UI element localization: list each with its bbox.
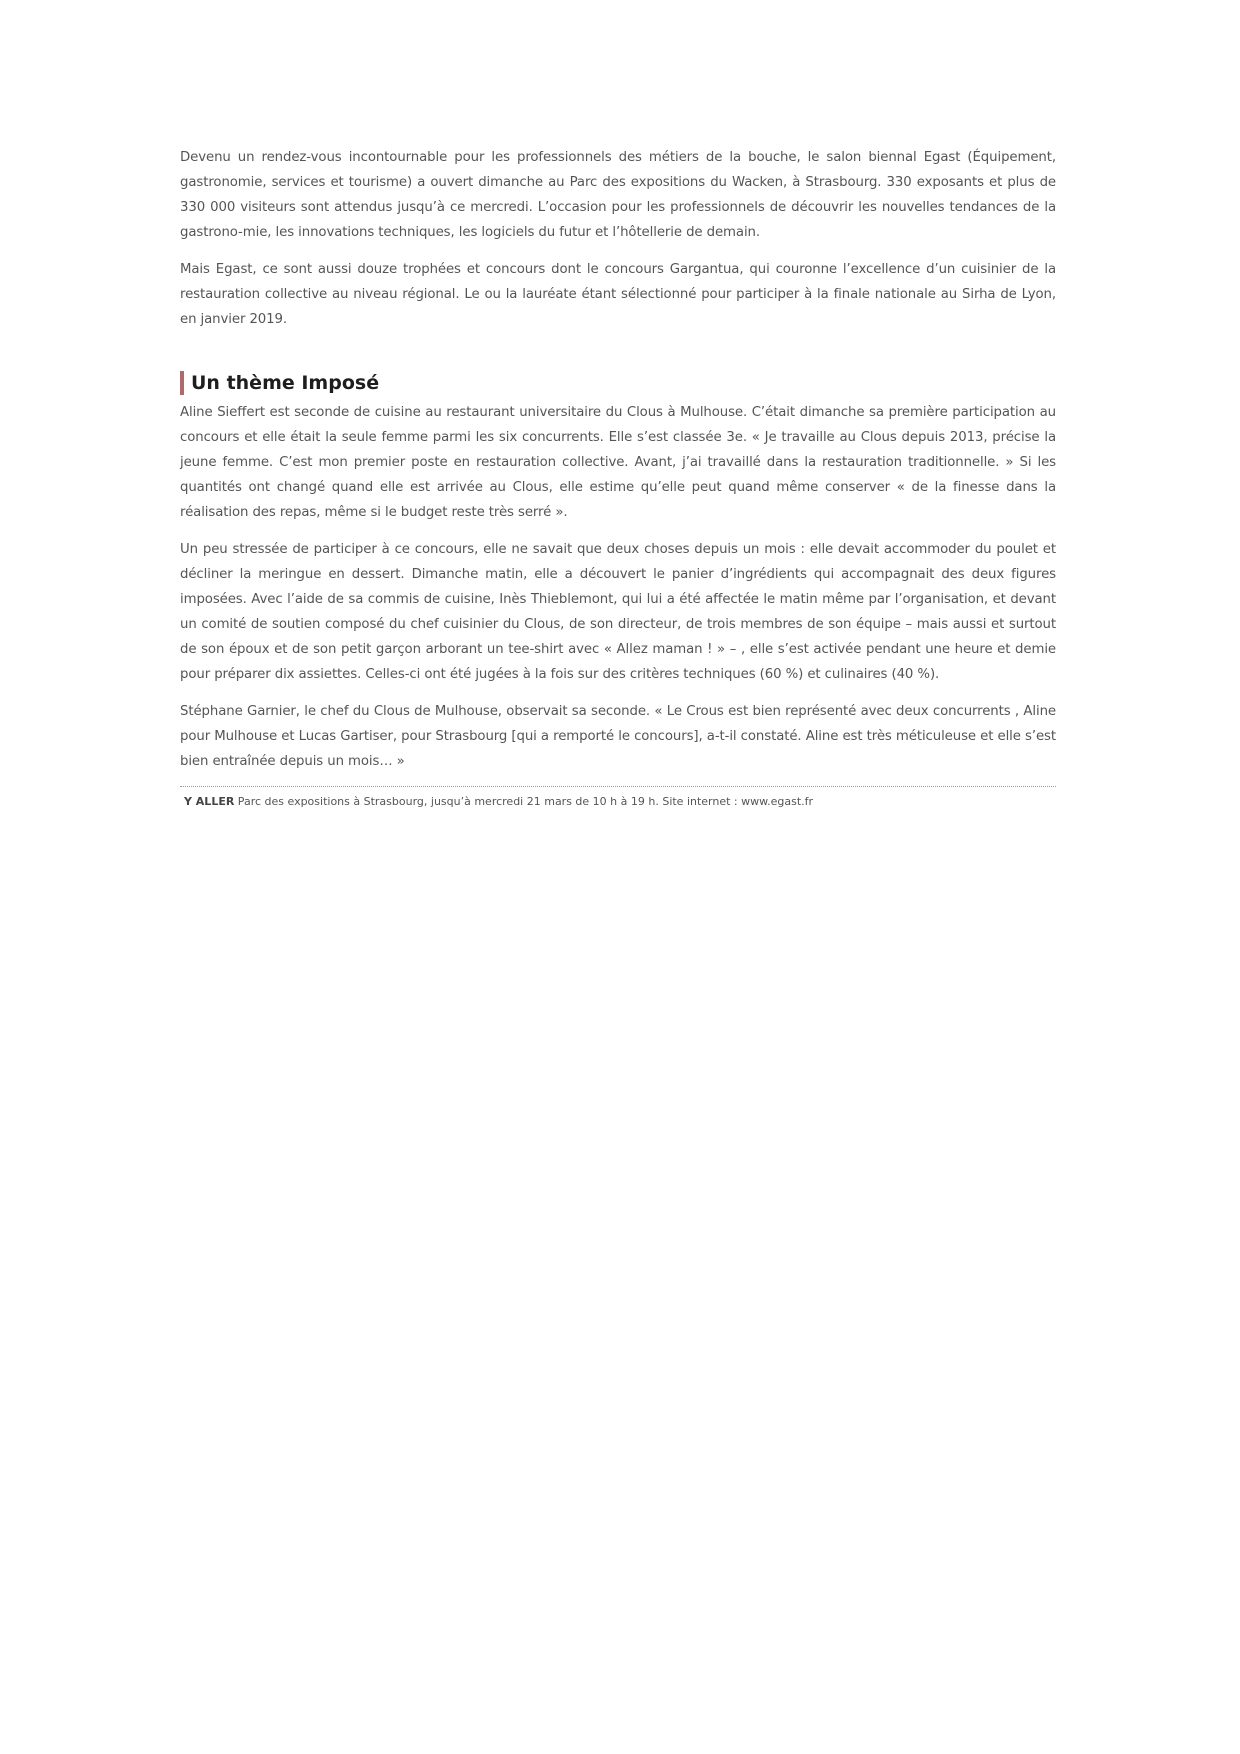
- article-paragraph: Un peu stressée de participer à ce concours, elle ne savait que deux choses depuis un mois : elle devait accommoder du poulet et décliner la meringue en dessert. Dimanche matin, elle a découvert le panier d’ingrédients qui accompagnait des deux figures imposées. Avec l’aide de sa commis de cuisine, Inès Thieblemont, qui lui a été affectée le matin même par l’organisation, et devant un comité de soutien composé du chef cuisinier du Clous, de son directeur, de trois membres de son équipe – mais aussi et surtout de son époux et de son petit garçon arborant un tee-shirt avec « Allez maman ! » – , elle s’est activée pendant une heure et demie pour préparer dix assiettes. Celles-ci ont été jugées à la fois sur des critères techniques (60 %) et culinaires (40 %).: [180, 542, 1056, 682]
- article: [180, 145, 1056, 810]
- section-heading: [180, 370, 1056, 396]
- practical-info: [180, 794, 1056, 810]
- article-paragraph: Devenu un rendez-vous incontournable pour les professionnels des métiers de la bouche, le salon biennal Egast (Équipement, gastronomie, services et tourisme) a ouvert dimanche au Parc des expositions du Wacken, à Strasbourg. 330 exposants et plus de 330 000 visiteurs sont attendus jusqu’à ce mercredi. L’occasion pour les professionnels de découvrir les nouvelles tendances de la gastrono-mie, les innovations techniques, les logiciels du futur et l’hôtellerie de demain.: [180, 150, 1056, 240]
- article-paragraph: Stéphane Garnier, le chef du Clous de Mulhouse, observait sa seconde. « Le Crous est bien représenté avec deux concurrents , Aline pour Mulhouse et Lucas Gartiser, pour Strasbourg [qui a remporté le concours], a-t-il constaté. Aline est très méticuleuse et elle s’est bien entraînée depuis un mois… »: [180, 704, 1056, 769]
- article-paragraph: Mais Egast, ce sont aussi douze trophées et concours dont le concours Gargantua, qui couronne l’excellence d’un cuisinier de la restauration collective au niveau régional. Le ou la lauréate étant sélectionné pour participer à la finale nationale au Sirha de Lyon, en janvier 2019.: [180, 262, 1056, 327]
- heading-accent-bar: [180, 371, 184, 395]
- section-heading-title: Un thème Imposé: [191, 372, 380, 394]
- practical-info-text: Parc des expositions à Strasbourg, jusqu’à mercredi 21 mars de 10 h à 19 h. Site internet : www.egast.fr: [234, 795, 814, 808]
- practical-info-label: Y ALLER: [184, 795, 235, 808]
- article-paragraph: Aline Sieffert est seconde de cuisine au restaurant universitaire du Clous à Mulhouse. C’était dimanche sa première participation au concours et elle était la seule femme parmi les six concurrents. Elle s’est classée 3e. « Je travaille au Clous depuis 2013, précise la jeune femme. C’est mon premier poste en restauration collective. Avant, j’ai travaillé dans la restauration traditionnelle. » Si les quantités ont changé quand elle est arrivée au Clous, elle estime qu’elle peut quand même conserver « de la finesse dans la réalisation des repas, même si le budget reste très serré ».: [180, 405, 1056, 520]
- dotted-divider: [180, 786, 1056, 787]
